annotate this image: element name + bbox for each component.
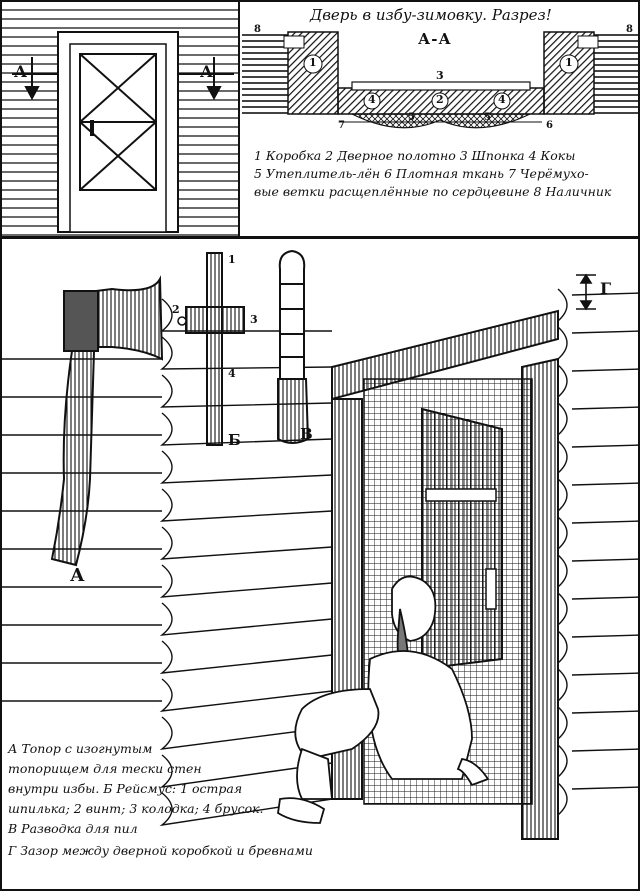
interior-view-panel (0, 237, 640, 891)
caption-line-3: внутри избы. Б Рейсмус: 1 острая (8, 781, 243, 796)
door-handle (90, 120, 94, 136)
callout-8-right: 8 (626, 24, 633, 35)
door-elevation-drawing (2, 2, 240, 238)
callout-3: 3 (436, 69, 444, 82)
callout-1-right: 1 (565, 56, 573, 69)
batten-section (352, 82, 530, 90)
gauge-part-1: 1 (228, 253, 236, 266)
callout-2: 2 (436, 93, 444, 106)
caption-line-4: шпилька; 2 винт; 3 колодка; 4 брусок. (8, 801, 264, 816)
saw-set-illustration (278, 251, 308, 443)
door-elevation-panel (0, 0, 240, 238)
section-legend-line-3: вые ветки расщеплённые по сердцевине 8 Наличник (254, 184, 612, 199)
section-marker-right: А (200, 62, 214, 81)
gap-label: Г (600, 279, 612, 298)
axe-label: А (70, 565, 85, 586)
gauge-part-4: 4 (228, 367, 236, 380)
gauge-part-3: 3 (250, 313, 258, 326)
callout-4-right: 4 (498, 93, 506, 106)
section-cut-label: А-А (418, 30, 452, 48)
section-legend-line-2: 5 Утеплитель-лён 6 Плотная ткань 7 Черёмухо- (254, 166, 589, 181)
gauge-part-2: 2 (172, 303, 180, 316)
axe-illustration (52, 279, 162, 565)
saw-set-label: В (300, 425, 313, 443)
callout-4-left: 4 (368, 93, 376, 106)
callout-6: 6 (546, 120, 553, 131)
wall-logs-right (594, 32, 640, 116)
callout-1-left: 1 (309, 56, 317, 69)
door-section-panel (238, 0, 640, 238)
door-jamb-right (522, 359, 558, 839)
caption-line-6: Г Зазор между дверной коробкой и бревнами (8, 843, 313, 858)
marking-gauge-illustration (178, 253, 244, 445)
section-title: Дверь в избу-зимовку. Разрез! (310, 6, 552, 24)
caption-line-1: А Топор с изогнутым (8, 741, 153, 756)
callout-5-left: 5 (408, 112, 415, 123)
wall-logs-left (242, 32, 288, 116)
caption-line-5: В Разводка для пил (8, 821, 138, 836)
callout-7: 7 (338, 120, 345, 131)
insulation-section (352, 114, 530, 128)
marking-gauge-label: Б (228, 431, 241, 449)
callout-8-left: 8 (254, 24, 261, 35)
section-legend-line-1: 1 Коробка 2 Дверное полотно 3 Шпонка 4 Кокы (254, 148, 576, 163)
section-marker-left: А (14, 62, 28, 81)
callout-5-right: 5 (484, 112, 491, 123)
open-door-leaf (422, 409, 502, 669)
caption-line-2: топорищем для тески стен (8, 761, 202, 776)
gap-dimension-marker (576, 275, 596, 309)
